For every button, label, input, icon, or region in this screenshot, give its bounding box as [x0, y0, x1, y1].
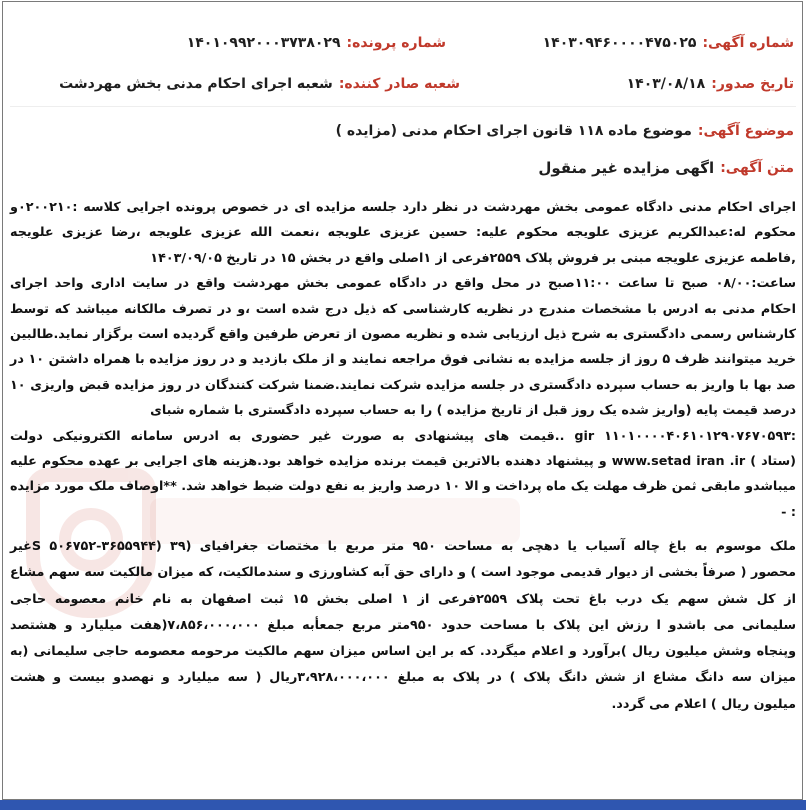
subject-field	[336, 120, 794, 142]
body-line	[8, 585, 796, 611]
body-line	[8, 532, 796, 558]
issue-date-label: تاریخ صدور:	[711, 76, 794, 92]
case-number-value: ۱۴۰۱۰۹۹۲۰۰۰۳۷۳۸۰۲۹	[186, 35, 341, 51]
body-line-text: ملک موسوم به باغ چاله آسیاب یا دهچی به مساحت ۹۵۰ متر مربع با مختصات جغرافیای (۳۹ (۳۶۵۵۹۴۴-۵۰۶۷۵۲ Sغیر	[10, 539, 796, 554]
body-line	[8, 218, 796, 243]
notice-number-value: ۱۴۰۳۰۹۴۶۰۰۰۰۴۷۵۰۲۵	[542, 35, 697, 51]
body-line-text: از کل شش سهم یک درب باغ تحت پلاک ۲۵۵۹فرعی از ۱ اصلی بخش ۱۵ ثبت اصفهان به نام خانم معصومه حاجی	[10, 591, 796, 607]
body-line-text: محصور ( صرفاً بخشی از دیوار قدیمی موجود است ) و دارای حق آبه کشاورزی و سندمالکیت، که میزان مالکیت سه سهم مشاع	[10, 565, 796, 581]
body-line-text: میزان سه دانگ مشاع از شش دانگ پلاک ) در پلاک به مبلغ ۳،۹۲۸،۰۰۰،۰۰۰ریال ( سه میلیارد و نهصدو بیست و هشت	[9, 670, 796, 686]
body-line	[8, 637, 796, 663]
body-line-text: ,فاطمه عزیزی علویجه مبنی بر فروش پلاک ۲۵۵۹فرعی از ۱اصلی واقع در بخش ۱۵ در تاریخ ۱۴۰۳/۰۹/۰۵	[150, 250, 796, 266]
issue-date-field	[627, 73, 794, 95]
body-line-text: کارشناس رسمی دادگستری به شرح ذیل ارزیابی شده و نظریه مصون از تعرض طرفین واقع گردیده است برگزار نماید.طالبین	[10, 326, 796, 342]
notice-text-field	[538, 157, 794, 179]
body-line-text: ساعت:۰۸/۰۰ صبح تا ساعت ۱۱:۰۰صبح در محل واقع در دادگاه عمومی بخش مهردشت واقع در سایت اداری واحد اجرای	[10, 276, 796, 292]
body-line	[8, 690, 796, 716]
body-line-text: خرید میتوانند ظرف ۵ روز از جلسه مزایده به نشانی فوق مراجعه نمایند و از ملک بازدید و در روز مزایده با همراه داشتن ۱۰ در	[10, 352, 796, 368]
issuing-branch-field	[59, 73, 460, 95]
body-line-text: میلیون ریال ) اعلام می گردد.	[611, 696, 796, 712]
body-line	[8, 371, 796, 396]
body-line	[8, 193, 796, 218]
body-line-text: وپنجاه وشش میلیون ریال )برآورد و اعلام میگردد. که بر این اساس میزان سهم مالکیت مرحومه معصومه حاجی سلیمانی (به	[10, 644, 796, 660]
body-line-text: احکام مدنی به ادرس با مشخصات مندرج در نظریه کارشناسی که ذیل درج شده است ،و در تصرف مالکانه میباشد که توسط	[10, 301, 796, 317]
body-line	[8, 396, 796, 421]
body-line	[8, 295, 796, 320]
case-number-field	[187, 32, 446, 54]
auction-terms-paragraph	[8, 193, 796, 523]
body-line-text: میباشدو مابقی ثمن ظرف مهلت یک ماه پرداخت و الا ۱۰ درصد واریز به نفع دولت ضبط خواهد شد. **اوصاف ملک مورد مزایده	[10, 479, 796, 495]
body-line-text: سلیمانی می باشدو ا رزش این پلاک با مساحت حدود ۹۵۰متر مربع جمعأبه مبلغ ۷،۸۵۶،۰۰۰،۰۰۰(هفت میلیارد و هشتصد	[10, 617, 796, 633]
body-line-text: اجرای احکام مدنی دادگاه عمومی بخش مهردشت در نظر دارد جلسه مزایده ای در خصوص پرونده اجرایی کلاسه :۰۲۰۰۲۱۰و	[10, 200, 796, 215]
header-divider	[10, 106, 796, 107]
bottom-border-bar	[0, 800, 806, 810]
body-line	[8, 498, 796, 523]
body-line-text: :۱۱۰۱۰۰۰۰۴۰۶۱۰۱۲۹۰۷۶۷۰۵۹۳ gir ..قیمت های پیشنهادی به صورت غیر حضوری به ادرس سامانه الکترونیکی دولت	[10, 428, 796, 444]
body-line-text: : -	[781, 504, 796, 520]
body-line	[8, 663, 796, 689]
body-line	[8, 472, 796, 497]
issue-date-value: ۱۴۰۳/۰۸/۱۸	[626, 76, 706, 92]
notice-number-label: شماره آگهی:	[702, 35, 794, 51]
notice-text-title: اگهی مزایده غیر منقول	[538, 159, 715, 177]
body-line	[8, 447, 796, 472]
issuing-branch-value: شعبه اجرای احکام مدنی بخش مهردشت	[59, 76, 333, 92]
body-line-text: محکوم له:عبدالکریم عزیزی علویجه محکوم علیه: حسین عزیزی علویجه ،نعمت الله عزیزی علویجه ،رضا عزیزی علویجه	[10, 225, 796, 241]
property-description-paragraph	[8, 532, 796, 716]
body-line-text: صد بها با واریز به حساب سپرده دادگستری در جلسه مزایده شرکت نمایند.ضمنا شرکت کنندگان در روز مزایده قبض واریزی ۱۰	[10, 377, 796, 393]
body-line	[8, 611, 796, 637]
subject-value: موضوع ماده ۱۱۸ قانون اجرای احکام مدنی (مزایده )	[335, 123, 692, 139]
body-line	[8, 320, 796, 345]
body-line	[8, 244, 796, 269]
issuing-branch-label: شعبه صادر کننده:	[338, 76, 460, 92]
body-line	[8, 345, 796, 370]
body-line	[8, 269, 796, 294]
body-line-text: (ستاد ) www.setad iran .ir و پیشنهاد دهنده بالاترین قیمت برنده مزایده خواهد بود.هزینه های اجرایی بر عهده محکوم علیه	[10, 453, 796, 469]
notice-text-label: متن آگهی:	[720, 160, 794, 176]
subject-label: موضوع آگهی:	[697, 123, 794, 139]
body-line	[8, 422, 796, 447]
body-line	[8, 558, 796, 584]
notice-number-field	[543, 32, 794, 54]
body-line-text: درصد قیمت پایه (واریز شده یک روز قبل از تاریخ مزایده ) را به حساب سپرده دادگستری با شماره شبای	[150, 403, 796, 419]
case-number-label: شماره پرونده:	[346, 35, 446, 51]
